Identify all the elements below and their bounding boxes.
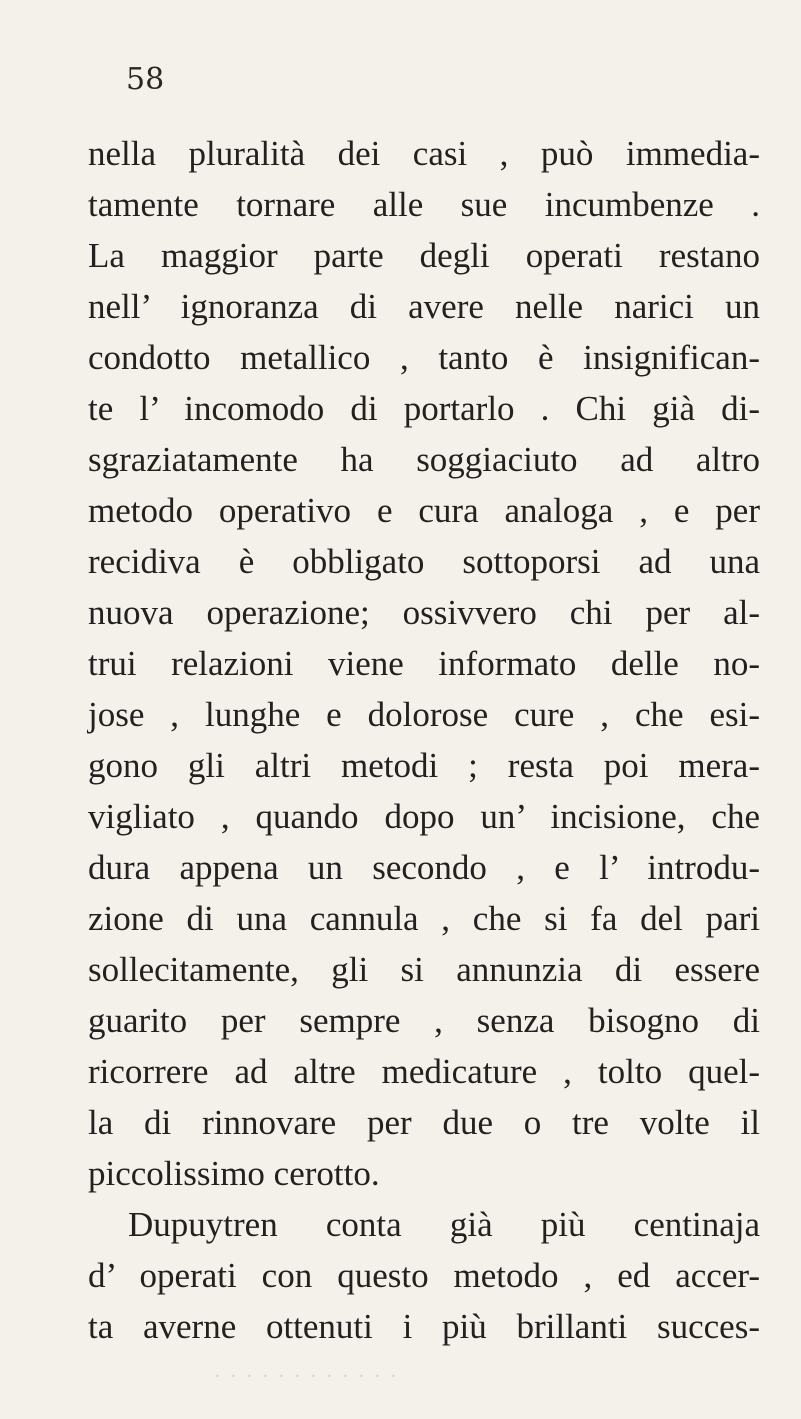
text-line: nuova operazione; ossivvero chi per al- bbox=[88, 593, 760, 632]
text-line: ta averne ottenuti i più brillanti succes- bbox=[88, 1307, 760, 1346]
text-line: dura appena un secondo , e l’ introdu- bbox=[88, 848, 760, 887]
text-line: guarito per sempre , senza bisogno di bbox=[88, 1001, 760, 1040]
text-line: tamente tornare alle sue incumbenze . bbox=[88, 185, 760, 224]
text-line: nell’ ignoranza di avere nelle narici un bbox=[88, 287, 760, 326]
text-line: trui relazioni viene informato delle no- bbox=[88, 644, 760, 683]
text-line: gono gli altri metodi ; resta poi mera- bbox=[88, 746, 760, 785]
text-line: vigliato , quando dopo un’ incisione, che bbox=[88, 797, 760, 836]
text-line: te l’ incomodo di portarlo . Chi già di- bbox=[88, 389, 760, 428]
page-number: 58 bbox=[126, 62, 165, 97]
text-line: zione di una cannula , che si fa del pari bbox=[88, 899, 760, 938]
text-line: ricorrere ad altre medicature , tolto quel- bbox=[88, 1052, 760, 1091]
text-line: la di rinnovare per due o tre volte il bbox=[88, 1103, 760, 1142]
text-line: piccolissimo cerotto. bbox=[88, 1154, 380, 1193]
text-line: La maggior parte degli operati restano bbox=[88, 236, 760, 275]
text-line: metodo operativo e cura analoga , e per bbox=[88, 491, 760, 530]
bleed-through-mark: . . . . . . . . . . . . bbox=[215, 1360, 399, 1382]
text-line: recidiva è obbligato sottoporsi ad una bbox=[88, 542, 760, 581]
page-text bbox=[88, 128, 760, 1352]
text-line: sollecitamente, gli si annunzia di essere bbox=[88, 950, 760, 989]
text-line: d’ operati con questo metodo , ed accer- bbox=[88, 1256, 760, 1295]
text-line: sgraziatamente ha soggiaciuto ad altro bbox=[88, 440, 760, 479]
text-line: Dupuytren conta già più centinaja bbox=[128, 1205, 760, 1244]
text-line: jose , lunghe e dolorose cure , che esi- bbox=[88, 695, 760, 734]
text-line: nella pluralità dei casi , può immedia- bbox=[88, 134, 760, 173]
text-line: condotto metallico , tanto è insignifican- bbox=[88, 338, 760, 377]
